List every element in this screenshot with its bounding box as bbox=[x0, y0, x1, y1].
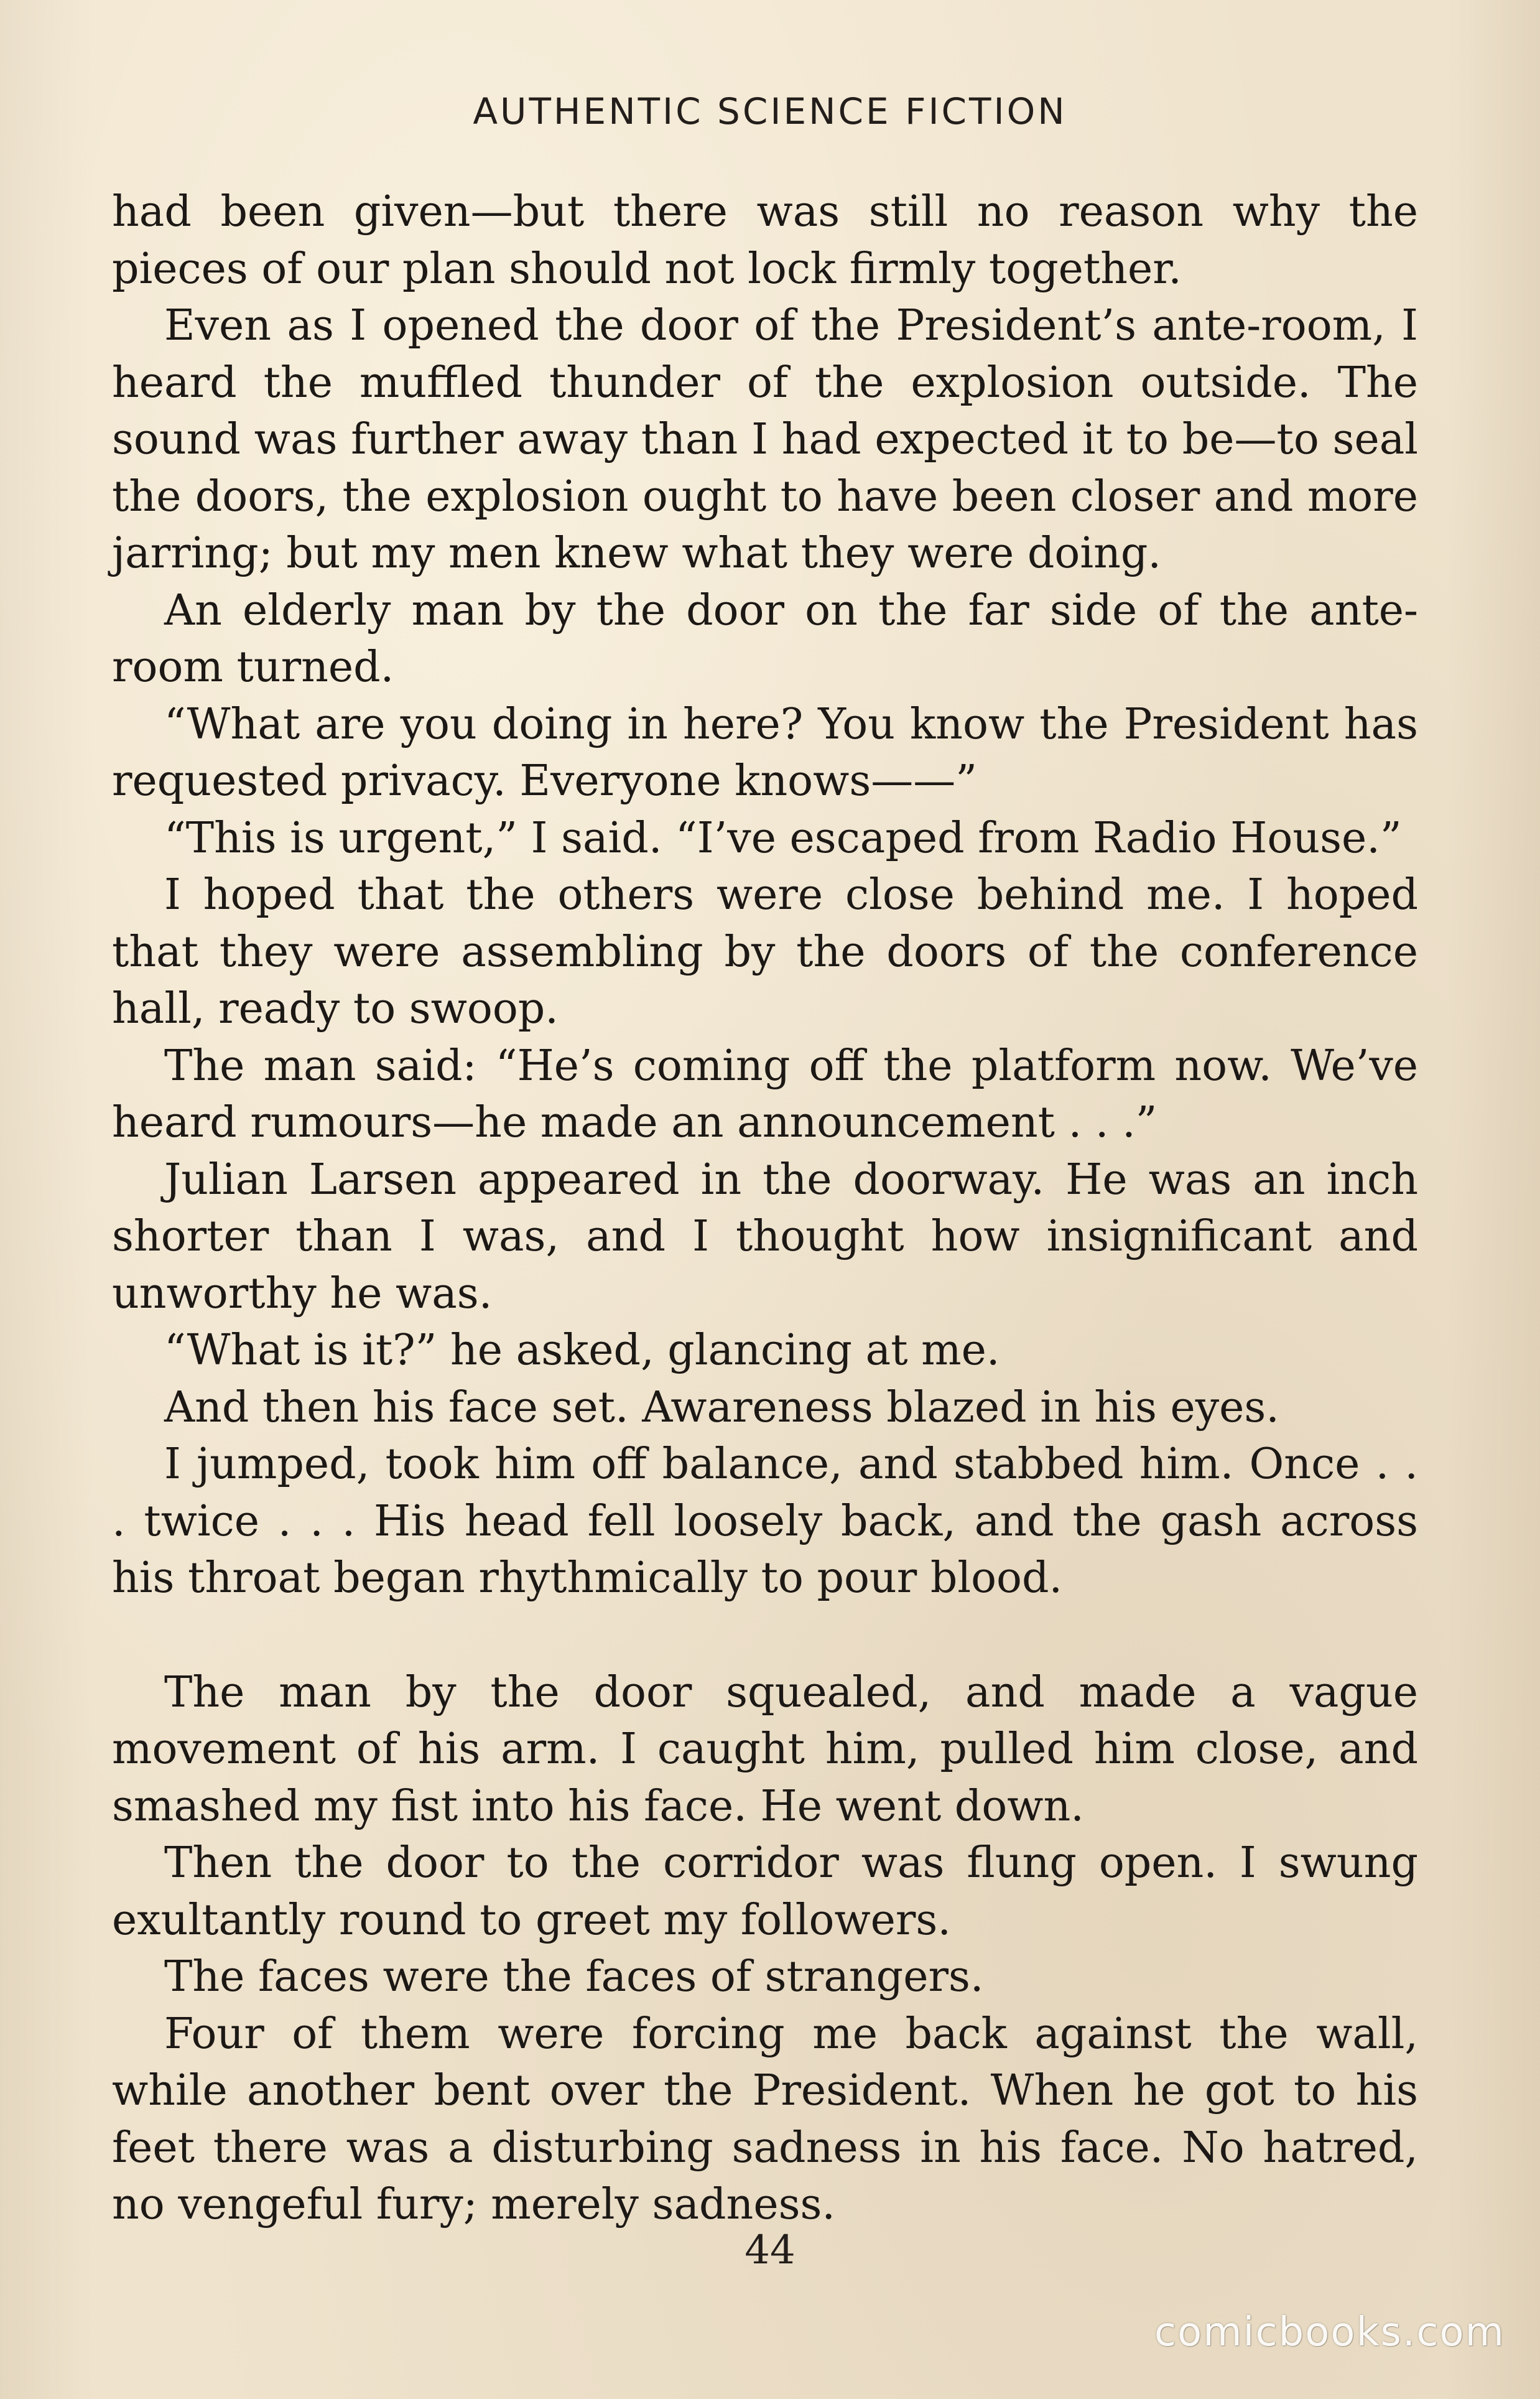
paragraph: “This is urgent,” I said. “I’ve escaped from Radio House.” bbox=[164, 813, 1402, 863]
paragraph: Julian Larsen appeared in the doorway. He was an inch shorter than I was, and I thought how insignificant and unworthy he was. bbox=[112, 1155, 1418, 1318]
running-head: AUTHENTIC SCIENCE FICTION bbox=[473, 90, 1067, 133]
paragraph: I jumped, took him off balance, and stabbed him. Once . . . twice . . . His head fell loosely back, and the gash across his throat began rhythmically to pour blood. bbox=[112, 1440, 1418, 1603]
page-number: 44 bbox=[744, 2227, 796, 2273]
paragraph: An elderly man by the door on the far side of the ante-room turned. bbox=[112, 585, 1418, 692]
paragraph: The man by the door squealed, and made a vague movement of his arm. I caught him, pulled him close, and smashed my fist into his face. He went down. bbox=[112, 1667, 1418, 1831]
body-text bbox=[112, 184, 1418, 2234]
paragraph: Then the door to the corridor was flung open. I swung exultantly round to greet my followers. bbox=[112, 1838, 1418, 1945]
paragraph: Four of them were forcing me back against the wall, while another bent over the President. When he got to his feet there was a disturbing sadness in his face. No hatred, no vengeful fury; merely sadness. bbox=[112, 2009, 1418, 2229]
paragraph: I hoped that the others were close behind me. I hoped that they were assembling by the doors of the conference hall, ready to swoop. bbox=[112, 870, 1418, 1033]
paragraph: The faces were the faces of strangers. bbox=[164, 1952, 984, 2001]
paragraph: “What is it?” he asked, glancing at me. bbox=[164, 1326, 1000, 1375]
paragraph: had been given—but there was still no reason why the pieces of our plan should not lock firmly together. bbox=[112, 187, 1418, 294]
paragraph: The man said: “He’s coming off the platform now. We’ve heard rumours—he made an announcement . . .” bbox=[112, 1041, 1418, 1147]
paragraph: And then his face set. Awareness blazed in his eyes. bbox=[164, 1382, 1279, 1432]
paragraph: Even as I opened the door of the President’s ante-room, I heard the muffled thunder of the explosion outside. The sound was further away than I had expected it to be—to seal the doors, the explosion ought to have been closer and more jarring; but my men knew what they were doing. bbox=[112, 301, 1418, 578]
paragraph: “What are you doing in here? You know the President has requested privacy. Everyone knows——” bbox=[112, 699, 1418, 806]
watermark: comicbooks.com bbox=[1154, 2309, 1505, 2355]
